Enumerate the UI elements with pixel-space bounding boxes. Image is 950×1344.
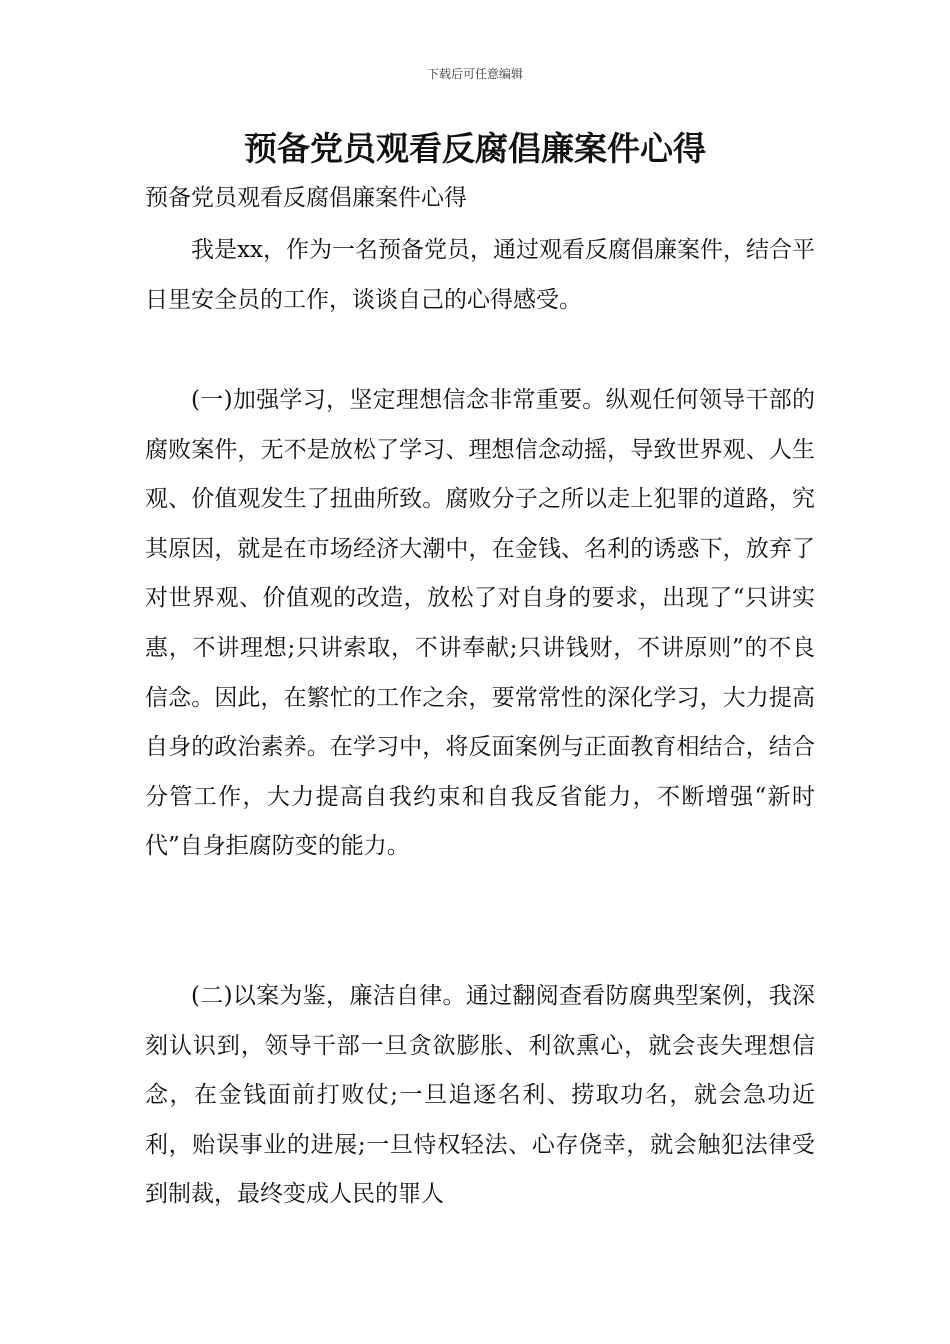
document-subtitle: 预备党员观看反腐倡廉案件心得	[145, 185, 467, 211]
header-note: 下载后可任意编辑	[426, 67, 523, 81]
paragraph-intro: 我是xx，作为一名预备党员，通过观看反腐倡廉案件，结合平日里安全员的工作，谈谈自己的心得感受。	[145, 237, 815, 313]
paragraph-section-one: (一)加强学习，坚定理想信念非常重要。纵观任何领导干部的腐败案件，无不是放松了学习、理想信念动摇，导致世界观、人生观、价值观发生了扭曲所致。腐败分子之所以走上犯罪的道路，究其原因，就是在市场经济大潮中，在金钱、名利的诱惑下，放弃了对世界观、价值观的改造，放松了对自身的要求，出现了“只讲实惠，不讲理想;只讲索取，不讲奉献;只讲钱财，不讲原则”的不良信念。因此，在繁忙的工作之余，要常常性的深化学习，大力提高自身的政治素养。在学习中，将反面案例与正面教育相结合，结合分管工作，大力提高自我约束和自我反省能力，不断增强“新时代”自身拒腐防变的能力。	[145, 387, 815, 860]
document-title: 预备党员观看反腐倡廉案件心得	[244, 129, 706, 168]
paragraph-section-two: (二)以案为鉴，廉洁自律。通过翻阅查看防腐典型案例，我深刻认识到，领导干部一旦贪欲膨胀、利欲熏心，就会丧失理想信念，在金钱面前打败仗;一旦追逐名利、捞取功名，就会急功近利，贻误事业的进展;一旦恃权轻法、心存侥幸，就会触犯法律受到制裁，最终变成人民的罪人	[145, 983, 815, 1208]
